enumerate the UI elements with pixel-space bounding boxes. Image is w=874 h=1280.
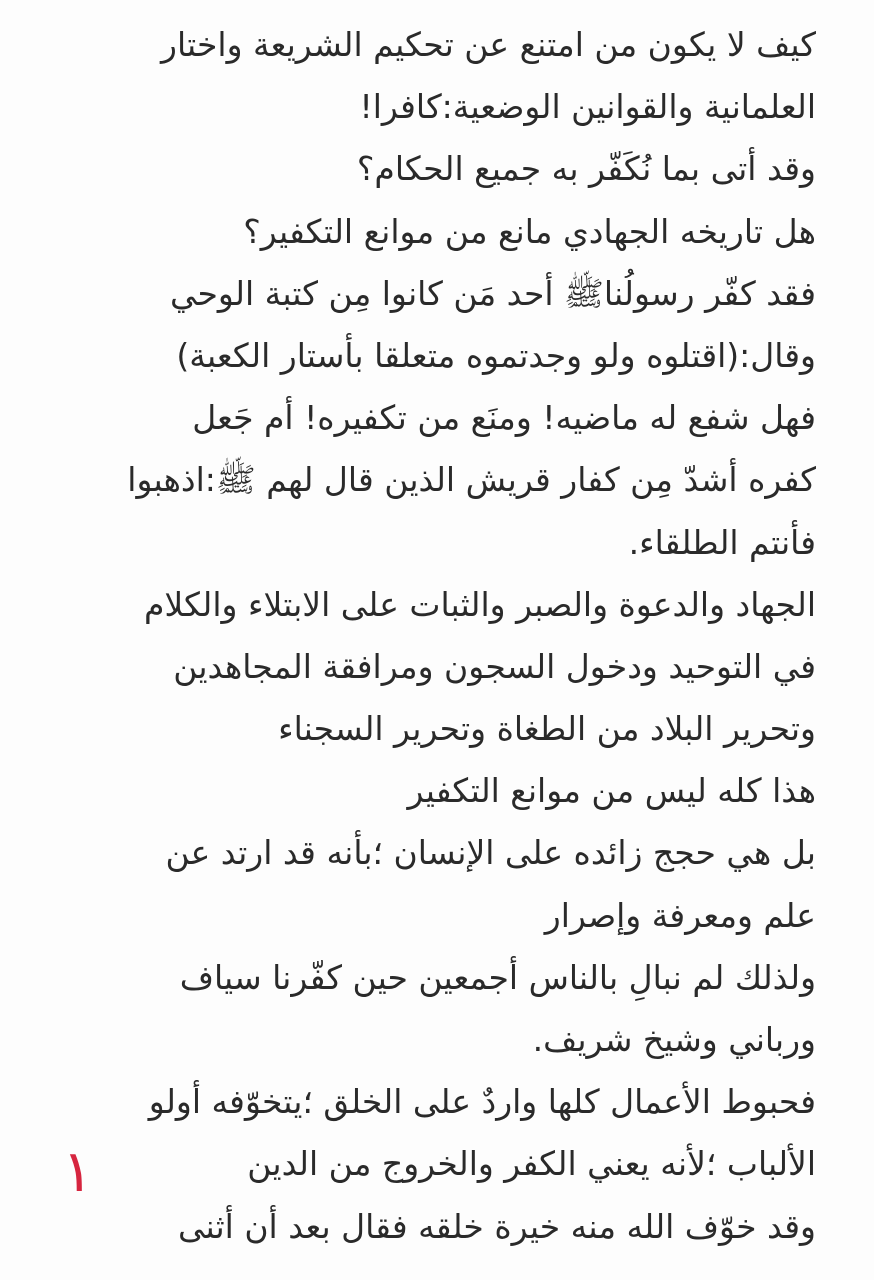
document-body	[46, 14, 816, 1258]
text-line: هذا كله ليس من موانع التكفير	[407, 771, 816, 811]
text-line: كفره أشدّ مِن كفار قريش الذين قال لهم ﷺ:اذهبوا	[127, 460, 816, 500]
page-number-marker: ١	[62, 1137, 94, 1205]
text-line: علم ومعرفة وإصرار	[544, 895, 816, 935]
text-line: وتحرير البلاد من الطغاة وتحرير السجناء	[278, 709, 816, 749]
text-line: بل هي حجج زائده على الإنسان ؛بأنه قد ارتد عن	[165, 833, 816, 873]
text-line: فأنتم الطلقاء.	[628, 522, 816, 562]
text-line: وقد خوّف الله منه خيرة خلقه فقال بعد أن أثنى	[178, 1206, 816, 1246]
text-line: ورباني وشيخ شريف.	[532, 1020, 816, 1059]
text-line: في التوحيد ودخول السجون ومرافقة المجاهدين	[173, 646, 816, 686]
text-line: كيف لا يكون من امتنع عن تحكيم الشريعة واختار	[161, 25, 816, 64]
text-line: الألباب ؛لأنه يعني الكفر والخروج من الدين	[247, 1144, 816, 1184]
text-line: العلمانية والقوانين الوضعية:كافرا!	[359, 87, 816, 127]
text-line: وقال:(اقتلوه ولو وجدتموه متعلقا بأستار الكعبة)	[176, 335, 816, 375]
text-line: فهل شفع له ماضيه! ومنَع من تكفيره! أم جَعل	[192, 398, 816, 438]
text-line: الجهاد والدعوة والصبر والثبات على الابتلاء والكلام	[143, 584, 816, 624]
text-line: هل تاريخه الجهادي مانع من موانع التكفير؟	[243, 211, 816, 251]
text-line: ولذلك لم نبالِ بالناس أجمعين حين كفّرنا سياف	[179, 957, 816, 997]
text-line: فقد كفّر رسولُناﷺ أحد مَن كانوا مِن كتبة الوحي	[169, 273, 816, 313]
text-line: وقد أتى بما نُكَفّر به جميع الحكام؟	[356, 149, 816, 189]
text-line: فحبوط الأعمال كلها واردٌ على الخلق ؛يتخوّفه أولو	[148, 1082, 816, 1122]
